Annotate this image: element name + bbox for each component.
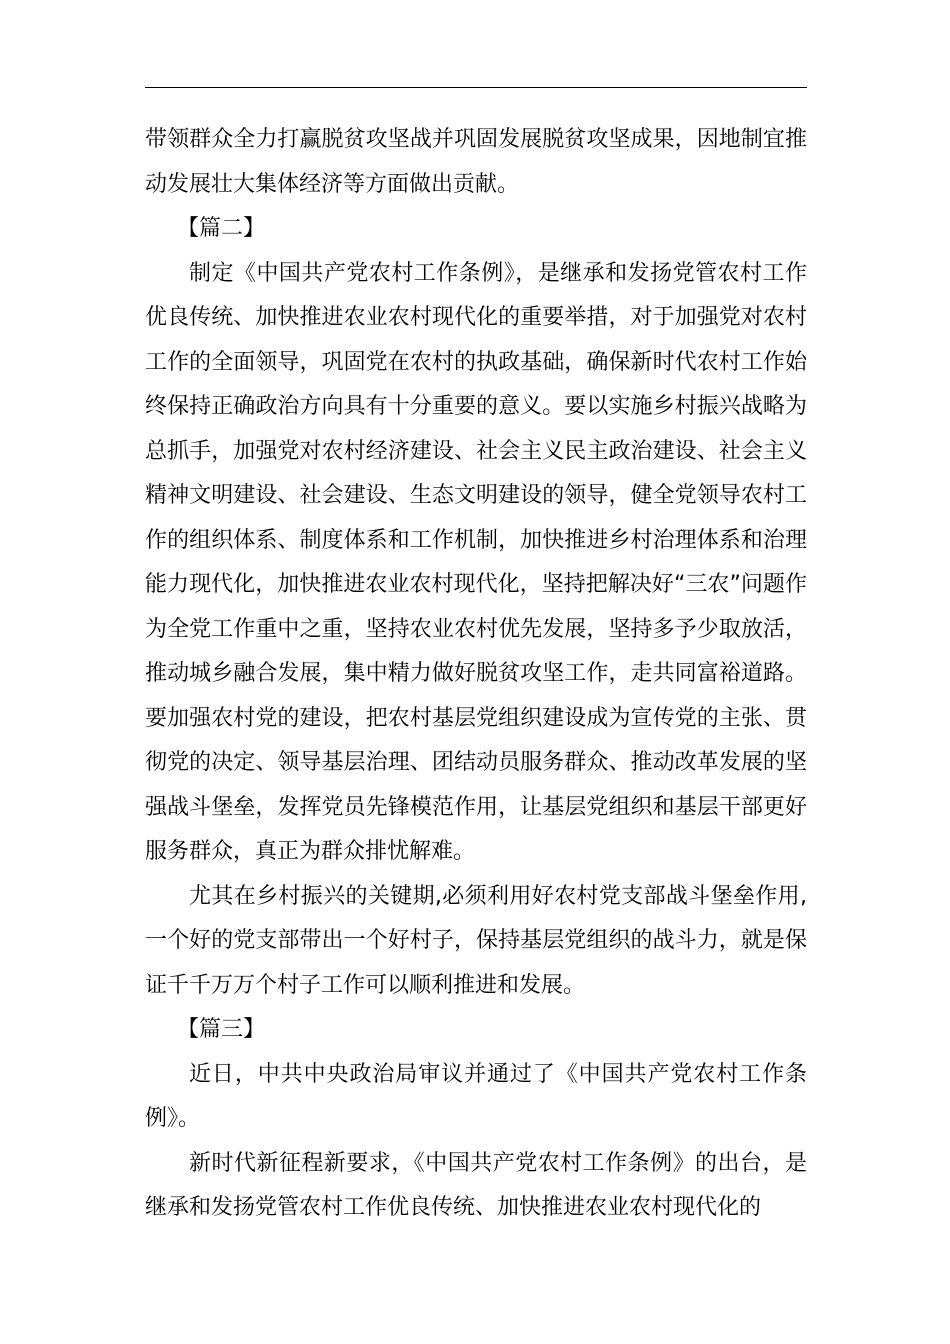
header-rule xyxy=(145,87,807,88)
paragraph-continuation: 带领群众全力打赢脱贫攻坚战并巩固发展脱贫攻坚成果，因地制宜推动发展壮大集体经济等方面做出贡献。 xyxy=(145,127,807,197)
paragraph-part-three-second: 新时代新征程新要求，《中国共产党农村工作条例》的出台，是继承和发扬党管农村工作优良传统、加快推进农业农村现代化的 xyxy=(145,1150,807,1220)
section-heading-part-two: 【篇二】 xyxy=(177,216,266,241)
section-heading-part-three: 【篇三】 xyxy=(177,1017,266,1042)
paragraph-part-two-second: 尤其在乡村振兴的关键期,必须利用好农村党支部战斗堡垒作用,一个好的党支部带出一个好村子，保持基层党组织的战斗力，就是保证千千万万个村子工作可以顺利推进和发展。 xyxy=(145,883,807,998)
paragraph-part-three-first: 近日，中共中央政治局审议并通过了《中国共产党农村工作条例》。 xyxy=(145,1061,807,1131)
paragraph-part-two-main: 制定《中国共产党农村工作条例》，是继承和发扬党管农村工作优良传统、加快推进农业农村现代化的重要举措，对于加强党对农村工作的全面领导，巩固党在农村的执政基础，确保新时代农村工作始终保持正确政治方向具有十分重要的意义。要以实施乡村振兴战略为总抓手，加强党对农村经济建设、社会主义民主政治建设、社会主义精神文明建设、社会建设、生态文明建设的领导，健全党领导农村工作的组织体系、制度体系和工作机制，加快推进乡村治理体系和治理能力现代化，加快推进农业农村现代化，坚持把解决好“三农”问题作为全党工作重中之重，坚持农业农村优先发展，坚持多予少取放活，推动城乡融合发展，集中精力做好脱贫攻坚工作，走共同富裕道路。要加强农村党的建设，把农村基层党组织建设成为宣传党的主张、贯彻党的决定、领导基层治理、团结动员服务群众、推动改革发展的坚强战斗堡垒，发挥党员先锋模范作用，让基层党组织和基层干部更好服务群众，真正为群众排忧解难。 xyxy=(145,260,807,864)
document-body xyxy=(145,118,807,1231)
